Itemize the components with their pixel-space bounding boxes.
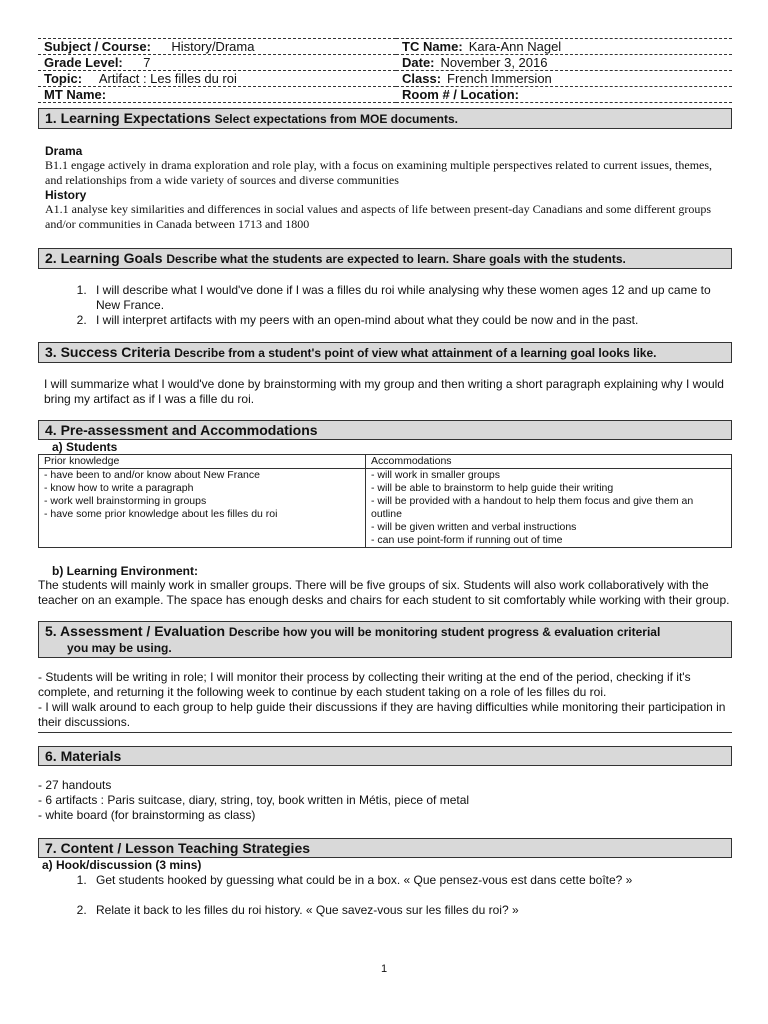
header-value: French Immersion <box>447 71 552 86</box>
prior-knowledge-cell <box>39 469 366 548</box>
section-title: 4. Pre-assessment and Accommodations <box>45 422 318 438</box>
page-number: 1 <box>380 963 388 975</box>
accommodations-cell <box>366 469 732 548</box>
section-title: 5. Assessment / Evaluation <box>45 623 225 639</box>
list-item: - work well brainstorming in groups <box>44 495 207 507</box>
header-label: Topic: <box>44 71 83 86</box>
section-title: 6. Materials <box>45 748 122 764</box>
section-subtitle-2: you may be using. <box>67 641 172 655</box>
header-table <box>38 38 732 103</box>
header-row <box>38 87 732 103</box>
list-item: - can use point-form if running out of time <box>371 534 563 546</box>
section-2-bar <box>38 248 732 269</box>
header-left-cell <box>38 71 396 87</box>
success-criteria-text: I will summarize what I would've done by brainstorming with my group and then writing a short paragraph explaining why I would bring my artifact as if I was a fille du roi. <box>44 377 724 406</box>
header-value: November 3, 2016 <box>440 55 548 70</box>
header-label: TC Name: <box>402 39 463 54</box>
drama-text: B1.1 engage actively in drama exploration and role play, with a focus on examining multiple perspectives related to current issues, themes, and relationships from a wide variety of sources and diverse communities <box>45 158 713 187</box>
section-subtitle: Describe from a student's point of view what attainment of a learning goal looks like. <box>174 346 657 360</box>
section-subtitle: Select expectations from MOE documents. <box>214 112 459 126</box>
list-item: 1. Get students hooked by guessing what could be in a box. « Que pensez-vous est dans cette boîte? » <box>90 873 732 888</box>
table-header-accom: Accommodations <box>366 455 732 469</box>
header-left-cell <box>38 87 396 103</box>
list-item: - have some prior knowledge about les filles du roi <box>44 508 278 520</box>
history-text: A1.1 analyse key similarities and differences in social values and aspects of life between present-day Canadians and some different groups and/or communities in Canada between 1713 and 1800 <box>45 202 712 231</box>
header-row <box>38 71 732 87</box>
section-4-bar <box>38 420 732 440</box>
header-left-cell <box>38 55 396 71</box>
list-item: - have been to and/or know about New France <box>44 469 260 481</box>
header-value: Kara-Ann Nagel <box>468 39 562 54</box>
strategies-list <box>38 873 732 918</box>
section-1-body <box>38 144 732 232</box>
section-3-bar <box>38 342 732 363</box>
section-6-bar <box>38 746 732 766</box>
assessment-para-2: - I will walk around to each group to help guide their discussions if they are having difficulties while monitoring their participation in their discussions. <box>38 700 732 733</box>
lesson-plan-page <box>38 38 732 918</box>
students-heading: a) Students <box>52 440 118 454</box>
header-label: Date: <box>402 55 435 70</box>
header-label: Class: <box>402 71 442 86</box>
header-row <box>38 39 732 55</box>
list-item: - will work in smaller groups <box>371 469 500 481</box>
list-item: - white board (for brainstorming as class) <box>38 808 256 822</box>
list-item: - will be provided with a handout to help them focus and give them an outline <box>371 495 694 520</box>
section-subtitle: Describe how you will be monitoring student progress & evaluation criterial <box>228 625 661 639</box>
header-label: MT Name: <box>44 87 107 102</box>
table-row <box>39 469 732 548</box>
section-1-bar <box>38 108 732 129</box>
drama-heading: Drama <box>45 144 83 158</box>
section-title: 2. Learning Goals <box>45 250 163 266</box>
header-right-cell <box>396 87 732 103</box>
section-title: 1. Learning Expectations <box>45 110 211 126</box>
table-row <box>39 455 732 469</box>
section-5-bar <box>38 621 732 658</box>
list-item: - know how to write a paragraph <box>44 482 194 494</box>
hook-heading: a) Hook/discussion (3 mins) <box>42 858 202 872</box>
list-item: - will be able to brainstorm to help guide their writing <box>371 482 614 494</box>
environment-text: The students will mainly work in smaller groups. There will be five groups of six. Students will also work collaboratively with the teacher on an example. The space has enough desks and chairs for each student to sit comfortably while working with their group. <box>38 578 730 607</box>
list-item: 1. I will describe what I would've done if I was a filles du roi while analysing why these women ages 12 and up came to New France. <box>90 283 732 313</box>
section-subtitle: Describe what the students are expected to learn. Share goals with the students. <box>166 252 626 266</box>
materials-list <box>38 778 732 823</box>
header-label: Room # / Location: <box>402 87 519 102</box>
section-title: 7. Content / Lesson Teaching Strategies <box>45 840 311 856</box>
header-left-cell <box>38 39 396 55</box>
list-item: - 6 artifacts : Paris suitcase, diary, string, toy, book written in Métis, piece of metal <box>38 793 470 807</box>
history-heading: History <box>45 188 87 202</box>
environment-heading: b) Learning Environment: <box>52 564 199 578</box>
list-item: - 27 handouts <box>38 778 112 792</box>
header-value: History/Drama <box>171 39 255 54</box>
list-item: 2. Relate it back to les filles du roi history. « Que savez-vous sur les filles du roi? » <box>90 903 732 918</box>
list-item: 2. I will interpret artifacts with my peers with an open-mind about what they could be now and in the past. <box>90 313 732 328</box>
header-label: Grade Level: <box>44 55 123 70</box>
accommodations-table <box>38 454 732 548</box>
list-item: - will be given written and verbal instructions <box>371 521 577 533</box>
header-row <box>38 55 732 71</box>
header-value: 7 <box>143 55 151 70</box>
header-label: Subject / Course: <box>44 39 151 54</box>
section-title: 3. Success Criteria <box>45 344 171 360</box>
assessment-para-1: - Students will be writing in role; I will monitor their process by collecting their writing at the end of the period, checking if it's complete, and returning it the following week to continue by each student taking on a role of les filles du roi. <box>38 670 691 699</box>
header-right-cell <box>396 39 732 55</box>
header-value: Artifact : Les filles du roi <box>98 71 237 86</box>
learning-goals-list <box>38 283 732 328</box>
section-7-bar <box>38 838 732 858</box>
header-right-cell <box>396 55 732 71</box>
header-right-cell <box>396 71 732 87</box>
table-header-prior: Prior knowledge <box>39 455 366 469</box>
